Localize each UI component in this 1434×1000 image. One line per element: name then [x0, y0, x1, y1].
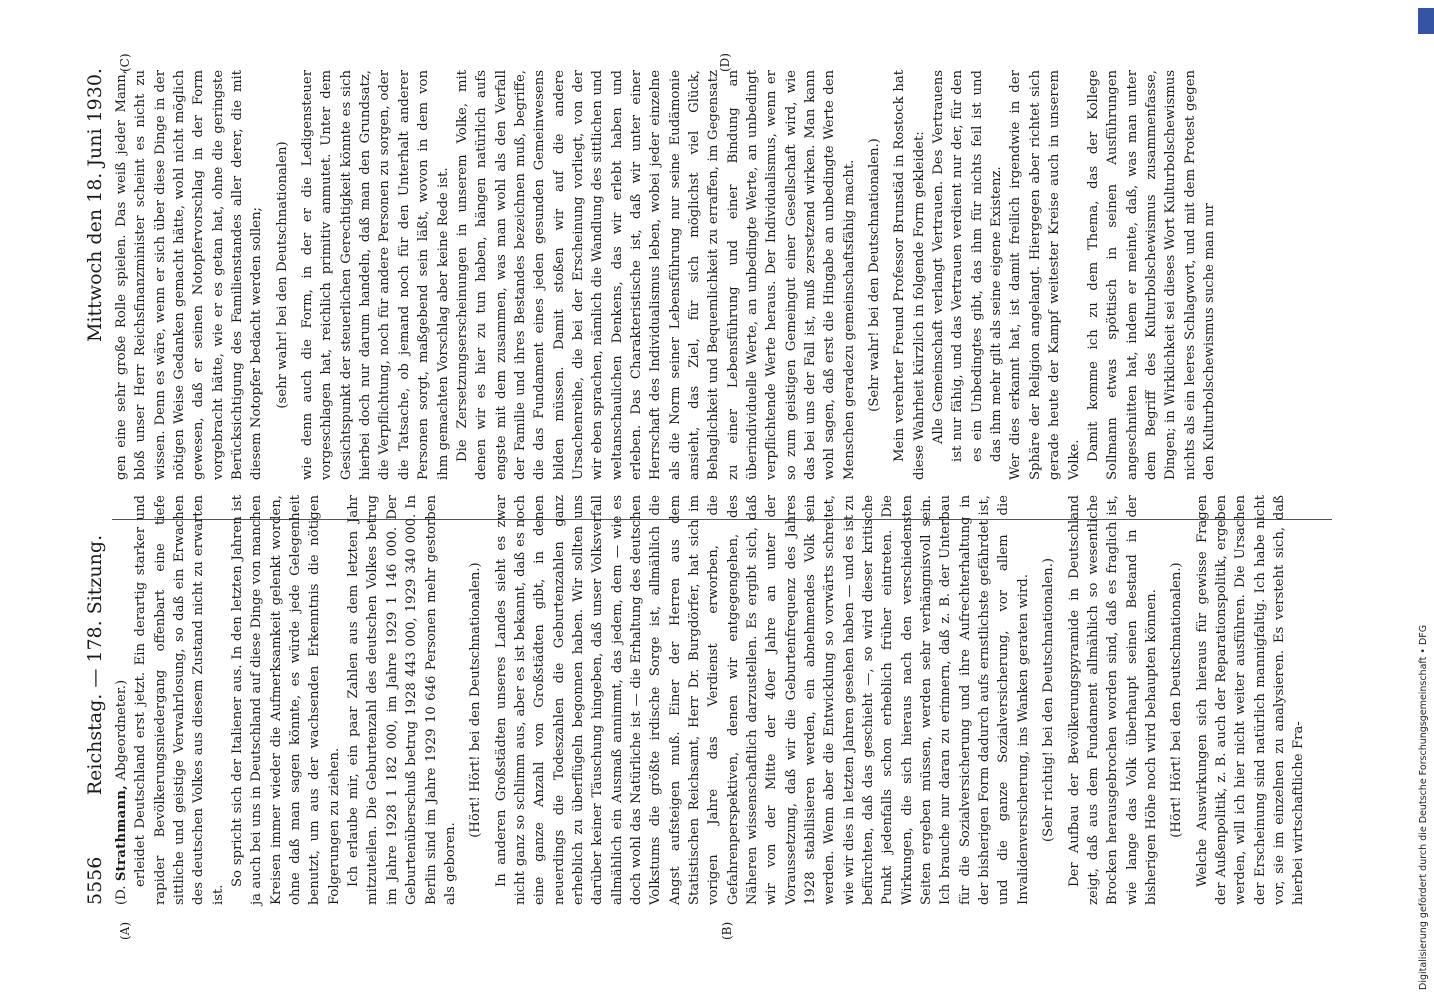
digitization-credit: Digitalisierung gefördert durch die Deutsche Forschungsgemeinschaft • DFG	[1418, 624, 1429, 990]
dfg-logo	[1418, 8, 1434, 34]
margin-marker-c: (C)	[118, 53, 132, 72]
paragraph: Damit komme ich zu dem Thema, das der Kollege Sollmann etwas spöttisch in seinen Ausführungen angeschnitten hat, indem er meinte, daß, was man unter dem Begriff des Kulturbolschewismus zusammenfasse, Dingen; in Wirklichkeit sei dieses Wort Kulturbolschewismus nichts als ein leeres Schlagwort, und mit dem Protest gegen den Kulturbolschewismus suche man nur	[1085, 70, 1217, 480]
margin-marker-a: (A)	[118, 921, 132, 940]
paragraph: So spricht sich der Italiener aus. In den letzten Jahren ist ja auch bei uns in Deutschland auf diese Dinge von manchen Kreisen immer wieder die Aufmerksamkeit gelenkt worden, ohne daß man sagen könnte, es würde jede Gelegenheit benutzt, um aus der wachsenden Erkenntnis die nötigen Folgerungen zu ziehen.	[230, 495, 342, 905]
speaker-name: Strathmann,	[114, 784, 129, 882]
paragraph: Mein verehrter Freund Professor Brunstäd in Rostock hat diese Wahrheit kürzlich in folgende Form gekleidet:	[892, 70, 927, 480]
interjection: (Hört! Hört! bei den Deutschnationalen.)	[468, 562, 484, 838]
running-head	[84, 68, 110, 905]
interjection: (sehr wahr! bei den Deutschnationalen)	[274, 141, 290, 409]
speaker-role: Abgeordneter.)	[114, 679, 129, 785]
paragraph: Die Zersetzungserscheinungen in unserem Volke, mit denen wir es hier zu tun haben, hängen natürlich aufs engste mit dem zusammen, was man wohl als den Verfall der Familie und ihres Bestandes bezeichnen muß, begriffe, die das Fundament eines jeden gesunden Gemeinwesens bilden müssen. Damit stoßen wir auf die andere Ursachenreihe, die bei der Erscheinung vorliegt, von der wir eben sprachen, nämlich die Wandlung des sittlichen und weltanschaulichen Denkens, das wir erlebt haben und erleben. Das Charakteristische ist, daß wir unter einer Herrschaft des Individualismus leben, wobei jeder einzelne als die Norm seiner Lebensführung nur seine Eudämonie ansieht, das Ziel, für sich möglichst viel Glück, Behaglichkeit und Bequemlichkeit zu erraffen, im Gegensatz zu einer Lebensführung und einer Bindung an überindividuelle Werte, an unbedingte Werte, an unbedingt verpflichtende Werte heraus. Der Individualismus, wenn er so zum geistigen Gemeingut einer Gesellschaft wird, wie das bei uns der Fall ist, muß zersetzend wirken. Man kann wohl sagen, daß erst die Hingabe an unbedingte Werte den Menschen geradezu gemeinschaftsfähig macht.	[454, 70, 857, 480]
paragraph: Welche Auswirkungen sich hieraus für gewisse Fragen der Außenpolitik, z. B. auch der Reparationspolitik, ergeben werden, will ich hier nicht weiter ausführen. Die Ursachen der Erscheinung sind natürlich mannigfaltig. Ich habe nicht vor, sie im einzelnen zu analysieren. Es versteht sich, daß hierbei wirtschaftliche Fra-	[1194, 495, 1307, 905]
paragraph: Wer dies erkannt hat, ist damit freilich irgendwie in der Sphäre der Religion angelangt. Hiergegen aber richtet sich gerade heute der Kampf weitester Kreise auch in unserem Volke.	[1008, 70, 1082, 480]
quotation: Alle Gemeinschaft verlangt Vertrauen. Des Vertrauens ist nur fähig, und das Vertrauen verdient nur der, für den es ein Unbedingtes gibt, das ihm für nichts feil ist und das ihm mehr gilt als seine eigene Existenz.	[931, 70, 1005, 462]
paragraph: Ich erlaube mir, ein paar Zahlen aus dem letzten Jahr mitzuteilen. Die Geburtenzahl des deutschen Volkes betrug im Jahre 1928 1 182 000, im Jahre 1929 1 146 000. Der Geburtenüberschuß betrug 1928 443 000, 1929 340 000. In Berlin sind im Jahre 1929 10 646 Personen mehr gestorben als geboren.	[346, 495, 458, 905]
paragraph: Der Aufbau der Bevölkerungspyramide in Deutschland zeigt, daß aus dem Fundament allmählich so wesentliche Brocken herausgebrochen worden sind, daß es fraglich ist, wie lange das Volk überhaupt seinen Bestand in der bisherigen Höhe noch wird behaupten können.	[1066, 495, 1159, 905]
paragraph: gen eine sehr große Rolle spielen. Das weiß jeder Mann, bloß unser Herr Reichsfinanzminister scheint es nicht zu wissen. Denn es wäre, wenn er sich über diese Dinge in der nötigen Weise Gedanken gemacht hätte, wohl nicht möglich gewesen, daß er seinen Notopfervorschlag in der Form vorgebracht hätte, wie er es getan hat, ohne die geringste Berücksichtigung des Familienstandes aller derer, die mit diesem Notopfer bedacht werden sollen;	[114, 70, 265, 480]
paragraph: wie denn auch die Form, in der er die Ledigensteuer vorgeschlagen hat, reichlich primitiv anmutet. Unter dem Gesichtspunkt der steuerlichen Gerechtigkeit könnte es sich hierbei doch nur darum handeln, daß man den Grundsatz, die Verpflichtung, noch für andere Personen zu sorgen, oder die Tatsache, ob jemand noch für den Unterhalt anderer Personen sorgt, maßgebend sein läßt, wovon in dem von ihm gemachten Vorschlag aber keine Rede ist.	[300, 70, 451, 480]
right-column	[112, 70, 1219, 480]
interjection: (Sehr wahr! bei den Deutschnationalen.)	[867, 138, 883, 412]
page-number: 5556	[84, 856, 106, 905]
left-column	[112, 495, 1309, 905]
margin-marker-d: (D)	[718, 53, 732, 72]
speaker-prefix: (D.	[114, 881, 129, 905]
paragraph: erleidet Deutschland erst jetzt. Ein derartig starker und rapider Bevölkerungsniedergang offenbart eine tiefe sittliche und geistige Verwahrlosung, so daß ein Erwachen des deutschen Volkes aus diesem Zustand nicht zu erwarten ist.	[133, 495, 226, 905]
interjection: (Hört! Hört! bei den Deutschnationalen.)	[1169, 562, 1185, 838]
margin-marker-b: (B)	[720, 921, 734, 940]
paragraph: In anderen Großstädten unseres Landes sieht es zwar nicht ganz so schlimm aus, aber es ist bekannt, daß es noch eine ganze Anzahl von Großstädten gibt, in denen neuerdings die Todeszahlen die Geburtenzahlen ganz erheblich zu überflügeln begonnen haben. Wir sollten uns darüber keiner Täuschung hingeben, daß unser Volksverfall allmählich ein Ausmaß annimmt, das jedem, dem — wie es doch wohl das Natürliche ist — die Erhaltung des deutschen Volkstums die größte irdische Sorge ist, allmählich die Angst aufsteigen muß. Einer der Herren aus dem Statistischen Reichsamt, Herr Dr. Burgdörfer, hat sich im vorigen Jahre das Verdienst erworben, die Gefahrenperspektiven, denen wir entgegengehen, des Näheren wissenschaftlich darzustellen. Es ergibt sich, daß wir von der Mitte der 40er Jahre an unter der Voraussetzung, daß wir die Geburtenfrequenz des Jahres 1928 stabilisieren werden, ein abnehmendes Volk sein werden. Wenn aber die Entwicklung so vorwärts schreitet, wie wir dies in letzten Jahren gesehen haben — und es ist zu befürchten, daß das geschieht —, so wird dieser kritische Punkt jedenfalls schon erheblich früher eintreten. Die Wirkungen, die sich hieraus nach den verschiedensten Seiten ergeben müssen, werden sehr verhängnisvoll sein. Ich brauche nur daran zu erinnern, daß z. B. der Unterbau für die Sozialversicherung und ihre Aufrechterhaltung in der bisherigen Form dadurch aufs ernstlichste gefährdet ist, und die ganze Sozialversicherung, vor allem die Invalidenversicherung, ins Wanken geraten wird.	[493, 495, 1031, 905]
speaker-line	[112, 495, 131, 905]
session-title: Reichstag. — 178. Sitzung.	[84, 534, 106, 796]
digitization-sidebar	[1410, 0, 1434, 1000]
date-title: Mittwoch den 18. Juni 1930.	[84, 68, 106, 342]
interjection: (Sehr richtig! bei den Deutschnationalen.)	[1041, 557, 1057, 843]
